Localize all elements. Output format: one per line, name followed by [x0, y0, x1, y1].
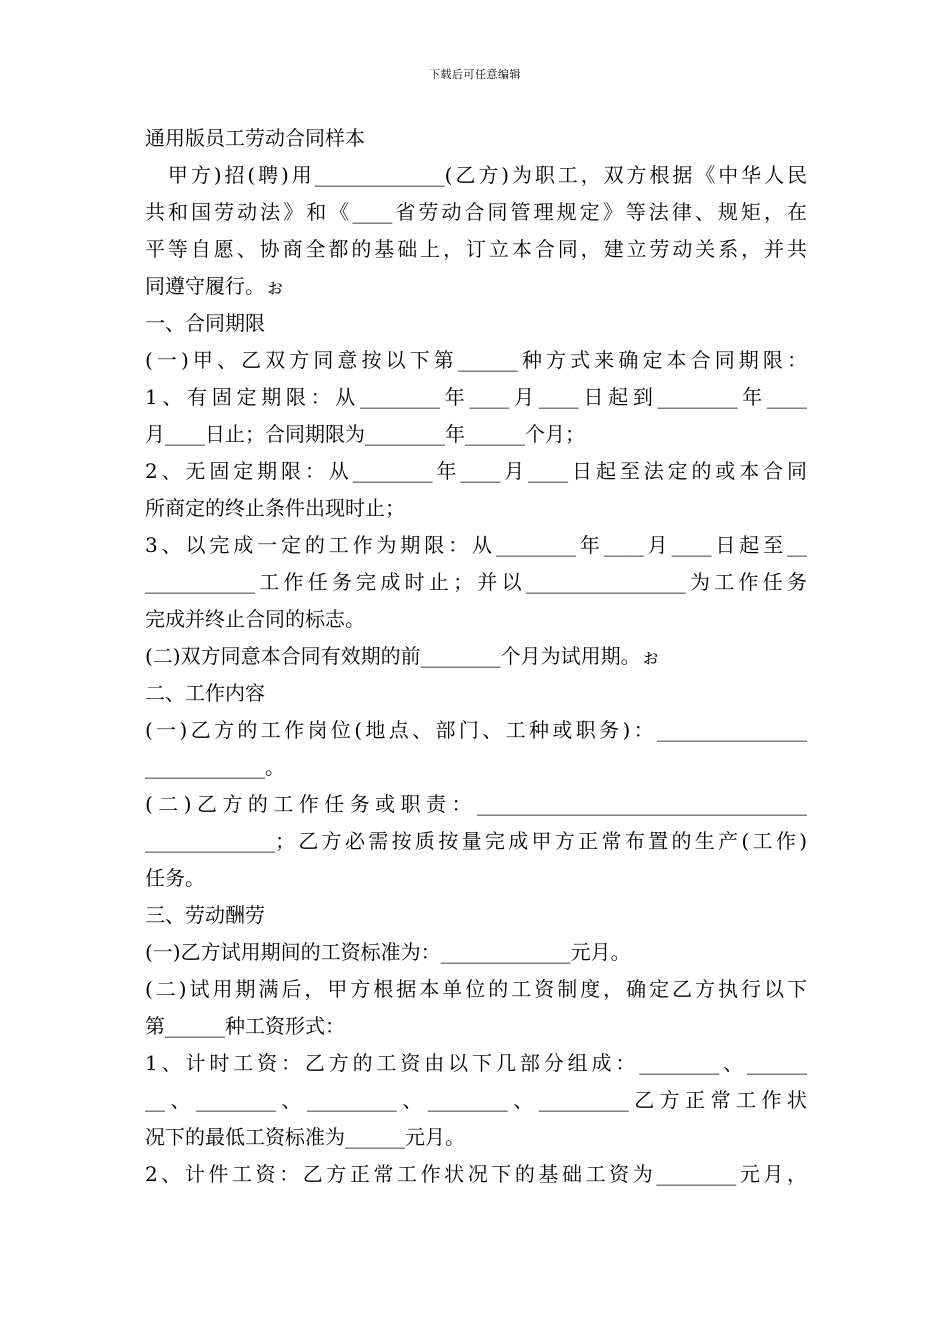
- paragraph-line: 共和国劳动法》和《____省劳动合同管理规定》等法律、规矩，在: [145, 200, 807, 224]
- paragraph-line: 3、以完成一定的工作为期限：从________年____月____日起至__: [145, 533, 807, 557]
- paragraph-line: 同遵守履行。ぉ: [145, 274, 285, 298]
- paragraph-line: 所商定的终止条件出现时止；: [145, 496, 405, 520]
- paragraph-line: (二)试用期满后，甲方根据本单位的工资制度，确定乙方执行以下: [145, 977, 807, 1001]
- paragraph-line: (二)双方同意本合同有效期的前________个月为试用期。ぉ: [145, 644, 661, 668]
- paragraph-line: 完成并终止合同的标志。: [145, 607, 365, 631]
- paragraph-line: _____________；乙方必需按质按量完成甲方正常布置的生产(工作): [145, 829, 807, 853]
- paragraph-line: 月____日止；合同期限为________年______个月；: [145, 422, 585, 446]
- paragraph-line: ____________。: [145, 755, 285, 779]
- section-heading: 二、工作内容: [145, 681, 265, 705]
- paragraph-line: (二)乙方的工作任务或职责：_________________________________: [145, 792, 807, 816]
- paragraph-line: 1、有固定期限：从________年____月____日起到________年____: [145, 385, 807, 409]
- paragraph-line: 甲方)招(聘)用_____________(乙方)为职工，双方根据《中华人民: [145, 163, 807, 187]
- paragraph-line: (一)乙方的工作岗位(地点、部门、工种或职务)：_______________: [145, 718, 807, 742]
- document-title: 通用版员工劳动合同样本: [145, 126, 365, 150]
- paragraph-line: 2、计件工资：乙方正常工作状况下的基础工资为________元月，: [145, 1162, 807, 1186]
- paragraph-line: (一)甲、乙双方同意按以下第______种方式来确定本合同期限：: [145, 348, 807, 372]
- paragraph-line: 1、计时工资：乙方的工资由以下几部分组成：________、______: [145, 1051, 807, 1075]
- section-heading: 一、合同期限: [145, 311, 265, 335]
- paragraph-line: (一)乙方试用期间的工资标准为：_____________元月。: [145, 940, 631, 964]
- paragraph-line: 平等自愿、协商全都的基础上，订立本合同，建立劳动关系，并共: [145, 237, 807, 261]
- paragraph-line: 况下的最低工资标准为______元月。: [145, 1125, 465, 1149]
- section-heading: 三、劳动酬劳: [145, 903, 265, 927]
- paragraph-line: 2、无固定期限：从________年____月____日起至法定的或本合同: [145, 459, 807, 483]
- document-body: [145, 120, 807, 1193]
- paragraph-line: ___________工作任务完成时止；并以________________为工作任务: [145, 570, 807, 594]
- paragraph-line: 第______种工资形式：: [145, 1014, 345, 1038]
- paragraph-line: __、________、_________、________、_________乙方正常工作状: [145, 1088, 807, 1112]
- page-header-note: 下载后可任意编辑: [429, 68, 521, 81]
- paragraph-line: 任务。: [145, 866, 205, 890]
